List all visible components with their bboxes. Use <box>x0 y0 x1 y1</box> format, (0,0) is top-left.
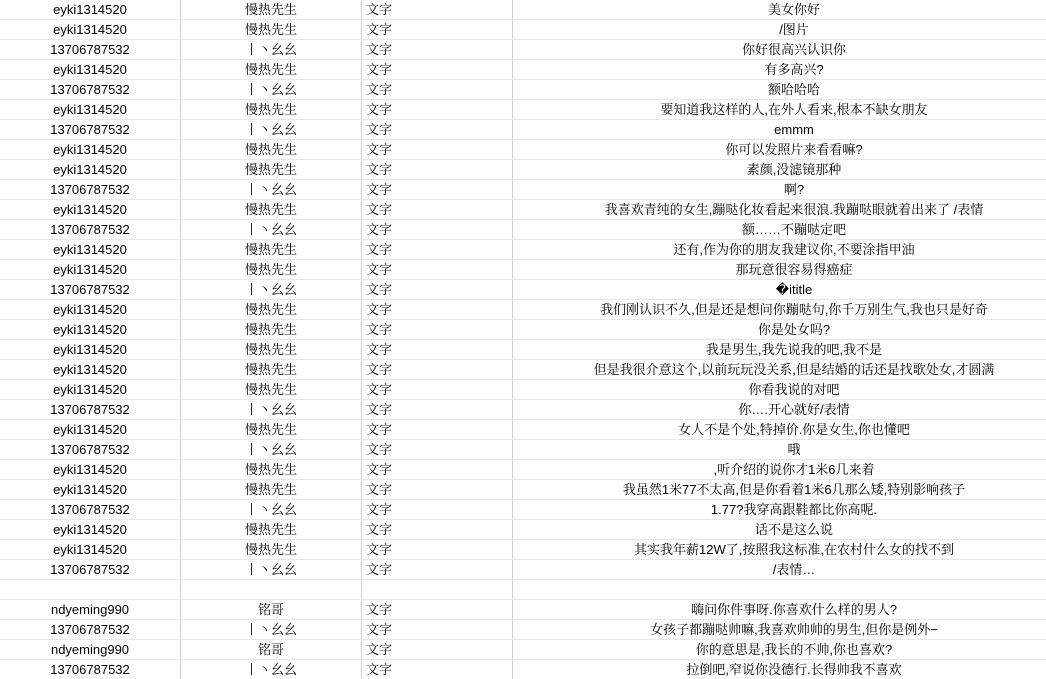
cell-content[interactable]: 我喜欢青纯的女生,蹦哒化妆看起来很浪.我蹦哒眼就着出来了 /表情 <box>513 200 1046 220</box>
cell-msg_type[interactable]: 文字 <box>362 520 513 540</box>
cell-sender_id[interactable]: eyki1314520 <box>0 340 181 360</box>
table-row[interactable] <box>0 380 1046 400</box>
cell-msg_type[interactable]: 文字 <box>362 40 513 60</box>
table-row[interactable] <box>0 260 1046 280</box>
cell-sender_id[interactable]: eyki1314520 <box>0 300 181 320</box>
cell-msg_type[interactable]: 文字 <box>362 240 513 260</box>
cell-nickname[interactable]: 慢热先生 <box>181 100 362 120</box>
cell-sender_id[interactable]: 13706787532 <box>0 120 181 140</box>
table-row[interactable] <box>0 540 1046 560</box>
cell-nickname[interactable]: 丨丶幺幺 <box>181 180 362 200</box>
cell-msg_type[interactable]: 文字 <box>362 160 513 180</box>
cell-msg_type[interactable]: 文字 <box>362 440 513 460</box>
cell-content[interactable]: 你是处女吗? <box>513 320 1046 340</box>
table-row[interactable] <box>0 20 1046 40</box>
cell-msg_type[interactable]: 文字 <box>362 560 513 580</box>
cell-msg_type[interactable]: 文字 <box>362 300 513 320</box>
cell-content[interactable]: 拉倒吧,窄说你没德行.长得帅我不喜欢 <box>513 660 1046 679</box>
cell-content[interactable]: 女孩子都蹦哒帅嘛,我喜欢帅帅的男生,但你是例外− <box>513 620 1046 640</box>
cell-content[interactable]: 还有,作为你的朋友我建议你,不要涂指甲油 <box>513 240 1046 260</box>
table-row[interactable] <box>0 0 1046 20</box>
cell-nickname[interactable]: 慢热先生 <box>181 300 362 320</box>
cell-sender_id[interactable]: 13706787532 <box>0 40 181 60</box>
cell-msg_type[interactable]: 文字 <box>362 660 513 679</box>
cell-msg_type[interactable]: 文字 <box>362 620 513 640</box>
cell-sender_id[interactable]: 13706787532 <box>0 220 181 240</box>
table-row-spacer[interactable] <box>0 580 1046 600</box>
cell-nickname[interactable]: 慢热先生 <box>181 420 362 440</box>
cell-nickname[interactable]: 丨丶幺幺 <box>181 440 362 460</box>
cell-sender_id[interactable]: eyki1314520 <box>0 520 181 540</box>
table-row[interactable] <box>0 480 1046 500</box>
table-row[interactable] <box>0 240 1046 260</box>
cell-nickname[interactable]: 丨丶幺幺 <box>181 220 362 240</box>
cell-content[interactable]: 你….开心就好/表情 <box>513 400 1046 420</box>
cell-sender_id[interactable]: 13706787532 <box>0 180 181 200</box>
table-row[interactable] <box>0 640 1046 660</box>
table-row[interactable] <box>0 200 1046 220</box>
cell-content[interactable]: 你的意思是,我长的不帅,你也喜欢? <box>513 640 1046 660</box>
cell-nickname[interactable]: 慢热先生 <box>181 320 362 340</box>
cell-nickname[interactable]: 慢热先生 <box>181 340 362 360</box>
cell-content[interactable]: 啊? <box>513 180 1046 200</box>
cell-sender_id[interactable]: eyki1314520 <box>0 460 181 480</box>
cell-content[interactable]: 美女你好 <box>513 0 1046 20</box>
cell-sender_id[interactable]: 13706787532 <box>0 500 181 520</box>
table-row[interactable] <box>0 100 1046 120</box>
cell-content[interactable]: 你好很高兴认识你 <box>513 40 1046 60</box>
cell-content[interactable]: 你看我说的对吧 <box>513 380 1046 400</box>
cell-msg_type[interactable]: 文字 <box>362 320 513 340</box>
cell-msg_type[interactable]: 文字 <box>362 360 513 380</box>
cell-content[interactable]: 要知道我这样的人,在外人看来,根本不缺女朋友 <box>513 100 1046 120</box>
cell-sender_id[interactable]: eyki1314520 <box>0 380 181 400</box>
cell-msg_type[interactable]: 文字 <box>362 0 513 20</box>
cell-sender_id[interactable]: 13706787532 <box>0 80 181 100</box>
table-row[interactable] <box>0 280 1046 300</box>
cell-sender_id[interactable] <box>0 580 181 600</box>
cell-msg_type[interactable] <box>362 580 513 600</box>
cell-sender_id[interactable]: eyki1314520 <box>0 160 181 180</box>
table-row[interactable] <box>0 80 1046 100</box>
table-row[interactable] <box>0 40 1046 60</box>
cell-sender_id[interactable]: eyki1314520 <box>0 480 181 500</box>
cell-content[interactable]: 哦 <box>513 440 1046 460</box>
cell-msg_type[interactable]: 文字 <box>362 480 513 500</box>
cell-sender_id[interactable]: eyki1314520 <box>0 140 181 160</box>
cell-sender_id[interactable]: 13706787532 <box>0 280 181 300</box>
table-row[interactable] <box>0 300 1046 320</box>
cell-content[interactable]: 我们刚认识不久,但是还是想问你蹦哒句,你千万别生气,我也只是好奇 <box>513 300 1046 320</box>
cell-nickname[interactable]: 慢热先生 <box>181 60 362 80</box>
cell-content[interactable]: /表情… <box>513 560 1046 580</box>
cell-nickname[interactable]: 慢热先生 <box>181 360 362 380</box>
cell-msg_type[interactable]: 文字 <box>362 60 513 80</box>
cell-sender_id[interactable]: eyki1314520 <box>0 20 181 40</box>
cell-nickname[interactable]: 慢热先生 <box>181 540 362 560</box>
cell-nickname[interactable]: 丨丶幺幺 <box>181 660 362 679</box>
cell-sender_id[interactable]: 13706787532 <box>0 400 181 420</box>
cell-content[interactable]: 有多高兴? <box>513 60 1046 80</box>
cell-msg_type[interactable]: 文字 <box>362 280 513 300</box>
cell-content[interactable]: ,听介绍的说你才1米6几来着 <box>513 460 1046 480</box>
cell-msg_type[interactable]: 文字 <box>362 380 513 400</box>
cell-content[interactable]: /图片 <box>513 20 1046 40</box>
cell-msg_type[interactable]: 文字 <box>362 640 513 660</box>
cell-content[interactable]: 素颜,没滤镜那种 <box>513 160 1046 180</box>
cell-nickname[interactable]: 慢热先生 <box>181 140 362 160</box>
cell-content[interactable]: 但是我很介意这个,以前玩玩没关系,但是结婚的话还是找歌处女,才圆满 <box>513 360 1046 380</box>
cell-sender_id[interactable]: eyki1314520 <box>0 360 181 380</box>
cell-nickname[interactable]: 慢热先生 <box>181 520 362 540</box>
cell-content[interactable]: 女人不是个处,特掉价.你是女生,你也懂吧 <box>513 420 1046 440</box>
cell-content[interactable]: 我虽然1米77不太高,但是你看着1米6几那么矮,特别影响孩子 <box>513 480 1046 500</box>
cell-nickname[interactable]: 铭哥 <box>181 640 362 660</box>
cell-content[interactable]: 我是男生,我先说我的吧,我不是 <box>513 340 1046 360</box>
cell-content[interactable]: �ititle <box>513 280 1046 300</box>
table-row[interactable] <box>0 440 1046 460</box>
cell-msg_type[interactable]: 文字 <box>362 100 513 120</box>
cell-sender_id[interactable]: ndyeming990 <box>0 640 181 660</box>
table-row[interactable] <box>0 340 1046 360</box>
cell-sender_id[interactable]: eyki1314520 <box>0 60 181 80</box>
table-row[interactable] <box>0 180 1046 200</box>
cell-msg_type[interactable]: 文字 <box>362 500 513 520</box>
cell-msg_type[interactable]: 文字 <box>362 460 513 480</box>
cell-msg_type[interactable]: 文字 <box>362 400 513 420</box>
table-row[interactable] <box>0 460 1046 480</box>
cell-content[interactable]: 你可以发照片来看看嘛? <box>513 140 1046 160</box>
cell-nickname[interactable]: 丨丶幺幺 <box>181 500 362 520</box>
cell-nickname[interactable]: 丨丶幺幺 <box>181 40 362 60</box>
table-row[interactable] <box>0 520 1046 540</box>
cell-nickname[interactable]: 丨丶幺幺 <box>181 620 362 640</box>
table-row[interactable] <box>0 60 1046 80</box>
cell-sender_id[interactable]: ndyeming990 <box>0 600 181 620</box>
cell-sender_id[interactable]: eyki1314520 <box>0 260 181 280</box>
table-row[interactable] <box>0 600 1046 620</box>
cell-nickname[interactable]: 铭哥 <box>181 600 362 620</box>
table-row[interactable] <box>0 400 1046 420</box>
cell-content[interactable]: 1.77?我穿高跟鞋都比你高呢. <box>513 500 1046 520</box>
cell-nickname[interactable]: 慢热先生 <box>181 20 362 40</box>
cell-content[interactable]: 额哈哈哈 <box>513 80 1046 100</box>
cell-sender_id[interactable]: eyki1314520 <box>0 540 181 560</box>
cell-nickname[interactable]: 慢热先生 <box>181 460 362 480</box>
cell-sender_id[interactable]: 13706787532 <box>0 660 181 679</box>
cell-nickname[interactable]: 丨丶幺幺 <box>181 400 362 420</box>
cell-nickname[interactable]: 慢热先生 <box>181 380 362 400</box>
cell-msg_type[interactable]: 文字 <box>362 180 513 200</box>
cell-content[interactable]: 额……不蹦哒定吧 <box>513 220 1046 240</box>
table-row[interactable] <box>0 160 1046 180</box>
cell-sender_id[interactable]: eyki1314520 <box>0 420 181 440</box>
cell-msg_type[interactable]: 文字 <box>362 220 513 240</box>
cell-content[interactable]: emmm <box>513 120 1046 140</box>
cell-nickname[interactable]: 慢热先生 <box>181 240 362 260</box>
cell-content[interactable] <box>513 580 1046 600</box>
table-row[interactable] <box>0 620 1046 640</box>
cell-nickname[interactable]: 慢热先生 <box>181 260 362 280</box>
cell-nickname[interactable]: 丨丶幺幺 <box>181 280 362 300</box>
cell-msg_type[interactable]: 文字 <box>362 200 513 220</box>
table-row[interactable] <box>0 560 1046 580</box>
cell-msg_type[interactable]: 文字 <box>362 600 513 620</box>
cell-nickname[interactable]: 丨丶幺幺 <box>181 560 362 580</box>
cell-nickname[interactable]: 慢热先生 <box>181 0 362 20</box>
cell-msg_type[interactable]: 文字 <box>362 420 513 440</box>
table-row[interactable] <box>0 500 1046 520</box>
cell-msg_type[interactable]: 文字 <box>362 80 513 100</box>
cell-sender_id[interactable]: eyki1314520 <box>0 100 181 120</box>
cell-sender_id[interactable]: 13706787532 <box>0 440 181 460</box>
table-row[interactable] <box>0 140 1046 160</box>
cell-sender_id[interactable]: eyki1314520 <box>0 200 181 220</box>
table-row[interactable] <box>0 360 1046 380</box>
cell-nickname[interactable]: 丨丶幺幺 <box>181 80 362 100</box>
cell-content[interactable]: 话不是这么说 <box>513 520 1046 540</box>
cell-content[interactable]: 其实我年薪12W了,按照我这标准,在农村什么女的找不到 <box>513 540 1046 560</box>
cell-sender_id[interactable]: eyki1314520 <box>0 240 181 260</box>
table-row[interactable] <box>0 220 1046 240</box>
cell-msg_type[interactable]: 文字 <box>362 20 513 40</box>
cell-sender_id[interactable]: 13706787532 <box>0 620 181 640</box>
cell-content[interactable]: 嗨问你件事呀.你喜欢什么样的男人? <box>513 600 1046 620</box>
cell-nickname[interactable]: 丨丶幺幺 <box>181 120 362 140</box>
cell-msg_type[interactable]: 文字 <box>362 140 513 160</box>
cell-content[interactable]: 那玩意很容易得癌症 <box>513 260 1046 280</box>
cell-msg_type[interactable]: 文字 <box>362 340 513 360</box>
table-row[interactable] <box>0 320 1046 340</box>
cell-sender_id[interactable]: eyki1314520 <box>0 0 181 20</box>
cell-sender_id[interactable]: eyki1314520 <box>0 320 181 340</box>
table-row[interactable] <box>0 120 1046 140</box>
table-row[interactable] <box>0 660 1046 679</box>
cell-nickname[interactable]: 慢热先生 <box>181 160 362 180</box>
table-row[interactable] <box>0 420 1046 440</box>
cell-msg_type[interactable]: 文字 <box>362 120 513 140</box>
cell-msg_type[interactable]: 文字 <box>362 260 513 280</box>
cell-nickname[interactable]: 慢热先生 <box>181 200 362 220</box>
cell-sender_id[interactable]: 13706787532 <box>0 560 181 580</box>
cell-nickname[interactable] <box>181 580 362 600</box>
cell-msg_type[interactable]: 文字 <box>362 540 513 560</box>
cell-nickname[interactable]: 慢热先生 <box>181 480 362 500</box>
